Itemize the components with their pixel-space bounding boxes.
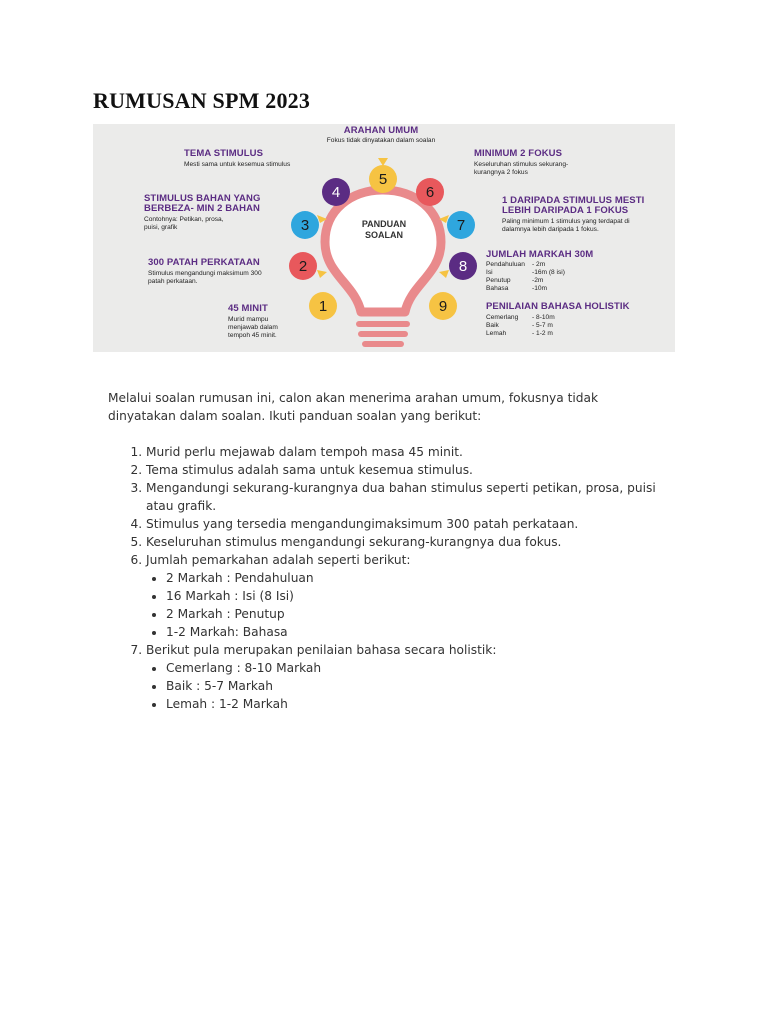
item-9-row: Cemerlang - 8-10m (486, 313, 555, 321)
item-9-row: Baik - 5-7 m (486, 321, 553, 329)
marks-sublist (146, 569, 668, 641)
center-label (360, 220, 408, 241)
sublist-item: • 2 Markah : Pendahuluan (166, 569, 668, 587)
item-8-row: Penutup -2m (486, 276, 544, 284)
holistic-sublist (146, 659, 668, 713)
list-item: 3. Mengandungi sekurang-kurangnya dua bahan stimulus seperti petikan, prosa, puisi atau grafik. (146, 479, 668, 515)
step-number-7: 7 (456, 217, 466, 234)
item-6-label (474, 149, 594, 177)
item-9-label (486, 302, 636, 338)
lightbulb-base (359, 324, 407, 344)
item-5-label (316, 126, 446, 145)
item-4-description: Mesti sama untuk kesemua stimulus (184, 160, 291, 168)
item-8-rows (486, 261, 616, 293)
item-7-heading: 1 DARIPADA STIMULUS MESTI LEBIH DARIPADA 1 FOKUS (502, 195, 645, 216)
step-number-5: 5 (378, 171, 388, 188)
item-6-heading: MINIMUM 2 FOKUS (474, 148, 563, 159)
item-4-heading: TEMA STIMULUS (184, 148, 264, 159)
sublist-item: • 2 Markah : Penutup (166, 605, 668, 623)
center-label-line2: SOALAN (365, 230, 403, 241)
item-2-label (148, 258, 288, 286)
item-3-heading: STIMULUS BAHAN YANG BERBEZA- MIN 2 BAHAN (144, 193, 261, 214)
item-1-label (228, 304, 308, 341)
item-6-description: Keseluruhan stimulus sekurang-kurangnya 2 fokus (474, 160, 569, 177)
sublist-item: • Cemerlang : 8-10 Markah (166, 659, 668, 677)
step-number-8: 8 (458, 258, 468, 275)
item-9-heading: PENILAIAN BAHASA HOLISTIK (486, 301, 630, 312)
item-1-description: Murid mampu menjawab dalam tempoh 45 minit. (228, 315, 278, 340)
item-7-description: Paling minimum 1 stimulus yang terdapat di dalamnya lebih daripada 1 fokus. (502, 217, 630, 234)
list-item-text: Berikut pula merupakan penilaian bahasa secara holistik: (146, 643, 497, 657)
sublist-item: • 16 Markah : Isi (8 Isi) (166, 587, 668, 605)
center-label-line1: PANDUAN (361, 219, 407, 229)
infographic-panduan-soalan (93, 124, 675, 352)
list-item: 1. Murid perlu mejawab dalam tempoh masa 45 minit. (146, 443, 668, 461)
guide-steps-list (108, 443, 668, 713)
item-1-heading: 45 MINIT (228, 303, 268, 314)
article-body (108, 389, 668, 713)
item-8-row: Pendahuluan - 2m (486, 260, 546, 268)
step-number-3: 3 (300, 217, 310, 234)
item-7-label (502, 196, 652, 234)
item-5-heading: ARAHAN UMUM (343, 125, 419, 136)
list-item (146, 641, 668, 713)
item-5-description: Fokus tidak dinyatakan dalam soalan (326, 136, 436, 144)
intro-paragraph: Melalui soalan rumusan ini, calon akan menerima arahan umum, fokusnya tidak dinyatakan dalam soalan. Ikuti panduan soalan yang berikut: (108, 391, 599, 423)
item-2-description: Stimulus mengandungi maksimum 300 patah perkataan. (148, 269, 262, 286)
step-number-2: 2 (298, 258, 308, 275)
item-8-label (486, 250, 616, 293)
item-3-label (144, 194, 284, 232)
step-number-4: 4 (331, 184, 341, 201)
item-3-description: Contohnya: Petikan, prosa, puisi, grafik (144, 215, 224, 232)
item-9-row: Lemah - 1-2 m (486, 329, 553, 337)
sublist-item: • 1-2 Markah: Bahasa (166, 623, 668, 641)
item-9-rows (486, 314, 636, 338)
lightbulb-icon (325, 190, 441, 312)
list-item: 2. Tema stimulus adalah sama untuk kesemua stimulus. (146, 461, 668, 479)
sublist-item: • Lemah : 1-2 Markah (166, 695, 668, 713)
list-item: 4. Stimulus yang tersedia mengandungimaksimum 300 patah perkataan. (146, 515, 668, 533)
item-8-row: Bahasa -10m (486, 284, 548, 292)
list-item (146, 551, 668, 641)
item-8-heading: JUMLAH MARKAH 30M (486, 249, 594, 260)
list-item: 5. Keseluruhan stimulus mengandungi sekurang-kurangnya dua fokus. (146, 533, 668, 551)
page-title: RUMUSAN SPM 2023 (93, 88, 311, 113)
item-2-heading: 300 PATAH PERKATAAN (148, 257, 260, 268)
item-8-row: Isi -16m (8 isi) (486, 268, 565, 276)
list-item-text: Jumlah pemarkahan adalah seperti berikut: (146, 553, 411, 567)
step-number-9: 9 (438, 298, 448, 315)
step-number-1: 1 (318, 298, 328, 315)
item-4-label (184, 149, 304, 169)
sublist-item: • Baik : 5-7 Markah (166, 677, 668, 695)
step-number-6: 6 (425, 184, 435, 201)
